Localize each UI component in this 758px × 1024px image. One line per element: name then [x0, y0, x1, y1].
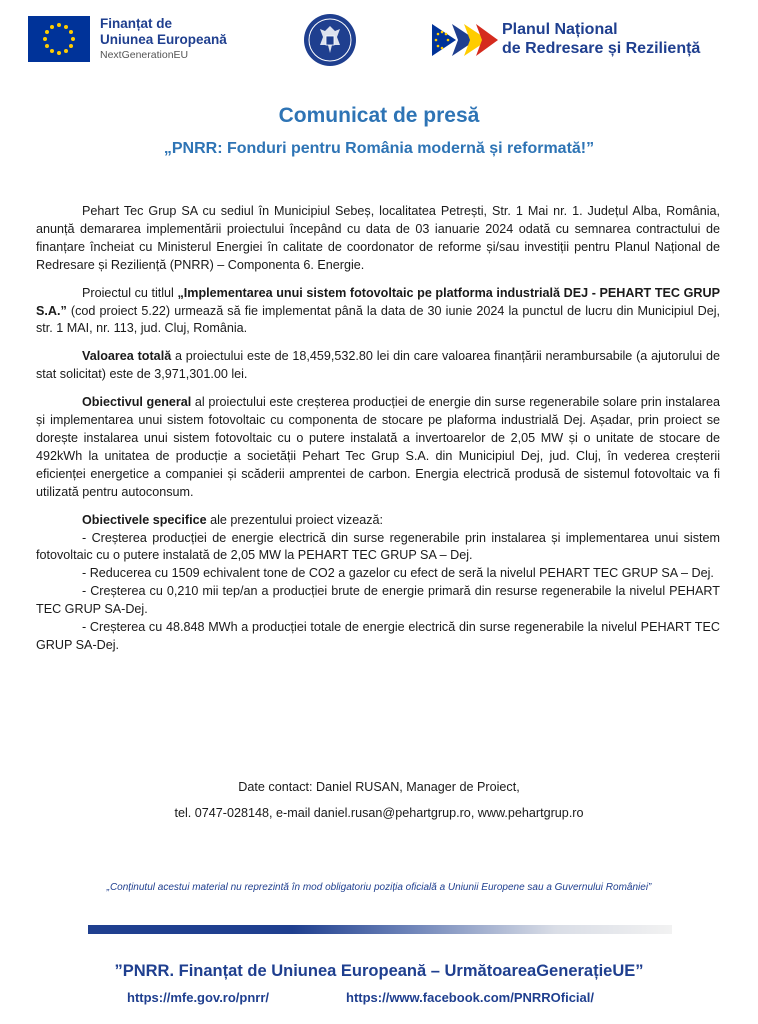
- eu-logo-line3: NextGenerationEU: [100, 49, 189, 61]
- pnrr-logo: [430, 18, 730, 62]
- contact-line2: tel. 0747-028148, e-mail daniel.rusan@pehartgrup.ro, www.pehartgrup.ro: [174, 806, 584, 820]
- pnrr-logo-line1: Planul Național: [502, 21, 618, 38]
- specific-objectives-list: [36, 530, 720, 655]
- paragraph-company-intro: Pehart Tec Grup SA cu sediul în Municipiul Sebeș, localitatea Petrești, Str. 1 Mai nr. 1. Județul Alba, România, anunță demararea implementării proiectului începând cu data de 03 ianuarie 2024 odată cu semnarea contractului de finanțare încheiat cu Ministerul Energiei în calitate de coordonator de reforme și/sau investiții pentru Planul Național de Redresare și Reziliență (PNRR) – Componenta 6. Energie.: [36, 204, 720, 272]
- eu-logo-line1: Finanțat de: [100, 16, 173, 31]
- page-subtitle: „PNRR: Fonduri pentru România modernă și reformată!”: [163, 140, 595, 157]
- contact-line1: Date contact: Daniel RUSAN, Manager de Proiect,: [238, 780, 520, 794]
- pnrr-flag-icon: [430, 22, 498, 58]
- facebook-link[interactable]: https://www.facebook.com/PNRROficial/: [346, 990, 594, 1005]
- total-value-label: Valoarea totală: [82, 349, 172, 364]
- project-title-rest: (cod proiect 5.22) urmează să fie implementat până la data de 30 iunie 2024 la punctul de lucru din Municipiul Dej, str. 1 MAI, nr. 113, jud. Cluj, România.: [36, 303, 720, 336]
- pnrr-logo-line2: de Redresare și Reziliență: [502, 40, 701, 57]
- press-release-body: [36, 203, 720, 655]
- list-item: - Creșterea cu 48.848 MWh a producției totale de energie electrică din surse regenerabile la nivelul PEHART TEC GRUP SA-Dej.: [36, 620, 720, 652]
- total-value-text: a proiectului este de 18,459,532.80 lei din care valoarea finanțării nerambursabile (a ajutorului de stat solicitat) este de 3,971,301.00 lei.: [36, 349, 720, 382]
- general-objective-label: Obiectivul general: [82, 395, 192, 410]
- paragraph-general-objective: [36, 394, 720, 501]
- paragraph-total-value: [36, 348, 720, 384]
- list-item: - Creșterea cu 0,210 mii tep/an a producției brute de energie primară din resurse regenerabile la nivelul PEHART TEC GRUP SA-Dej.: [36, 584, 720, 617]
- paragraph-specific-objectives: [36, 512, 720, 530]
- list-item: - Reducerea cu 1509 echivalent tone de CO2 a gazelor cu efect de seră la nivelul PEHART TEC GRUP SA – Dej.: [82, 566, 714, 581]
- footer-divider: [88, 925, 672, 934]
- mfe-link[interactable]: https://mfe.gov.ro/pnrr/: [127, 990, 270, 1005]
- footer-slogan: ”PNRR. Finanțat de Uniunea Europeană – UrmătoareaGenerațieUE”: [114, 962, 644, 980]
- list-item: - Creșterea producției de energie electrică din surse regenerabile prin instalarea și implementarea unui sistem fotovoltaic cu o putere instalată de 2,05 MW la PEHART TEC GRUP SA – Dej.: [36, 530, 720, 563]
- project-title-bold: „Implementarea unui sistem fotovoltaic pe platforma industrială DEJ - PEHART TEC GRUP S.A.”: [36, 285, 720, 318]
- general-objective-text: al proiectului este creșterea producției de energie din surse regenerabile solare prin instalarea și implementarea unui sistem fotovoltaic cu componenta de stocare pe plaforma industrială Dej. Așadar, prin proiect se dorește instalarea unui sistem fotovoltaic cu o putere instalată a invertoarelor de 2,05 MW și o unitate de stocare de 492kWh la unitatea de producție a societății Pehart Tec Grup S.A. din Municipiul Dej, jud. Cluj, în vederea creșterii eficienței energetice a companiei și scăderii amprentei de carbon. Energia electrică produsă de sistemul fotovoltaic va fi utilizată pentru autoconsum.: [36, 395, 720, 499]
- disclaimer: „Conținutul acestui material nu reprezintă în mod obligatoriu poziția oficială a Uniunii Europene sau a Guvernului României”: [106, 882, 652, 893]
- project-title-lead: Proiectul cu titlul: [82, 285, 178, 300]
- eu-funding-logo: [28, 16, 258, 66]
- specific-objectives-intro: ale prezentului proiect vizează:: [206, 512, 384, 527]
- eu-flag-icon: [28, 16, 90, 62]
- government-seal-icon: [302, 12, 358, 68]
- contact-block: [0, 774, 758, 826]
- specific-objectives-label: Obiectivele specifice: [82, 512, 207, 527]
- page-title: Comunicat de presă: [278, 104, 480, 127]
- paragraph-project-title: [36, 285, 720, 339]
- eu-logo-line2: Uniunea Europeană: [100, 32, 227, 47]
